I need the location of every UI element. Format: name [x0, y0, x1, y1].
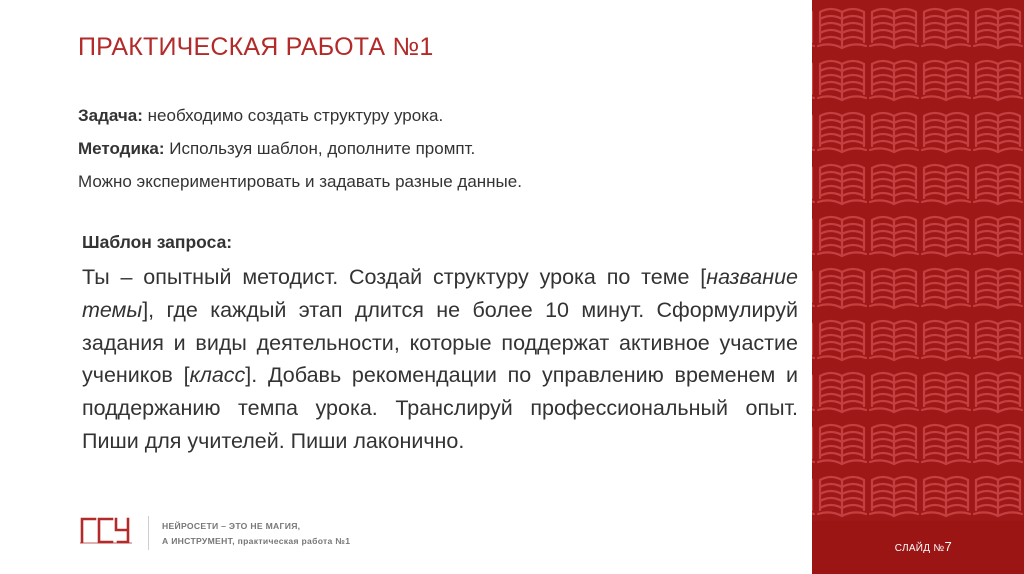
footer-divider	[148, 516, 149, 550]
slide-number-value: 7	[944, 539, 952, 554]
placeholder-topic: название темы	[82, 265, 798, 322]
slide-number	[895, 539, 952, 554]
footer-line-1: НЕЙРОСЕТИ – ЭТО НЕ МАГИЯ,	[162, 521, 301, 531]
method-line	[78, 137, 522, 170]
prompt-part-2: ], где каждый этап длится не более 10 минут. Сформулируй задания и виды деятельности, которые поддержат активное участие учеников [	[82, 297, 798, 388]
task-line	[78, 104, 522, 137]
gsu-logo-icon	[80, 516, 132, 544]
prompt-part-3: ]. Добавь рекомендации по управлению временем и поддержанию темпа урока. Транслируй профессиональный опыт. Пиши для учителей. Пиши лаконично.	[82, 363, 798, 453]
placeholder-class: класс	[189, 363, 246, 388]
decorative-sidebar	[812, 0, 1024, 574]
footer-line-2: А ИНСТРУМЕНТ, практическая работа №1	[162, 535, 351, 546]
task-label: Задача:	[78, 106, 143, 125]
template-heading: Шаблон запроса:	[82, 232, 233, 252]
slide-number-label: СЛАЙД №	[894, 543, 945, 554]
task-text: необходимо создать структуру урока.	[142, 106, 444, 125]
footer-caption	[162, 519, 350, 548]
slide-number-box	[812, 521, 1024, 574]
open-book-pattern-icon	[812, 0, 1024, 574]
prompt-part-1: Ты – опытный методист. Создай структуру урока по теме [	[82, 265, 707, 289]
method-text: Используя шаблон, дополните промпт.	[164, 139, 476, 158]
note-line: Можно экспериментировать и задавать разные данные.	[78, 172, 522, 191]
method-label: Методика:	[78, 139, 165, 158]
slide-title: ПРАКТИЧЕСКАЯ РАБОТА №1	[78, 33, 434, 61]
prompt-template	[82, 261, 798, 458]
task-info	[78, 104, 522, 203]
